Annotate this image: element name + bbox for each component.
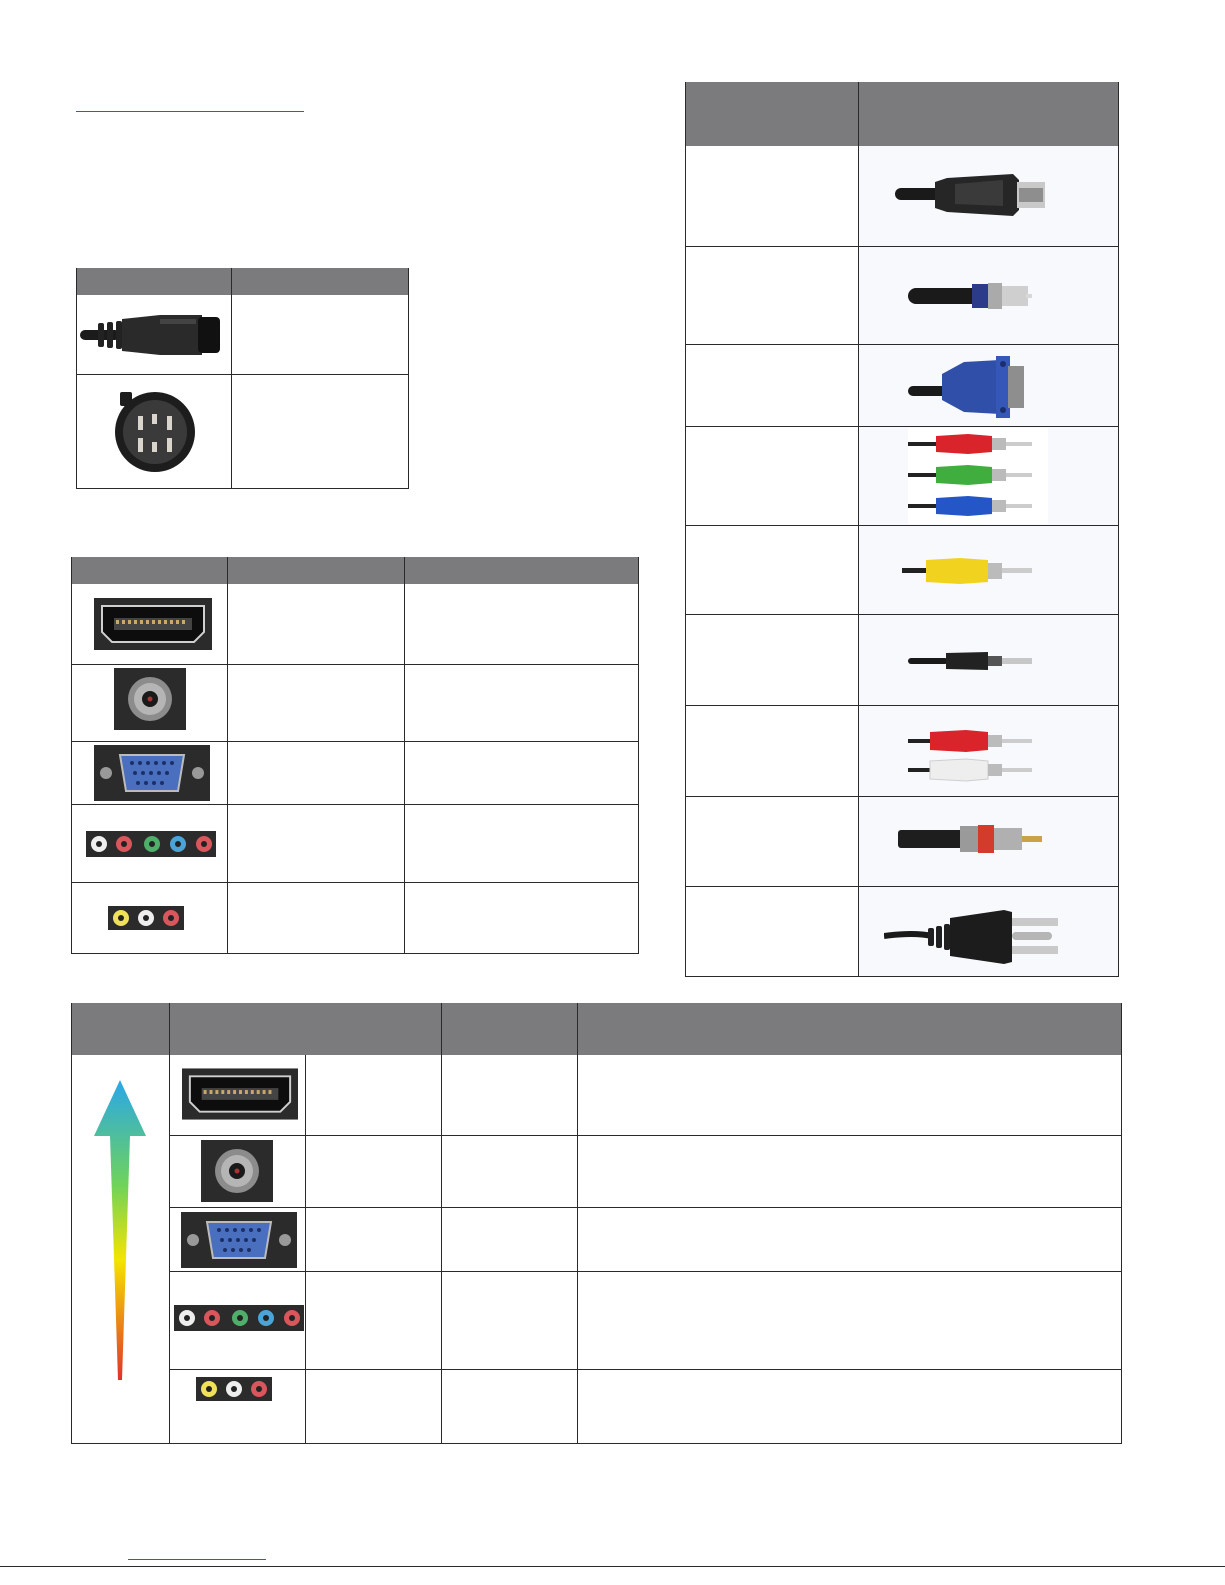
quality-table-header [71,1003,1121,1055]
component-ports-image [86,831,216,857]
composite-video-cable-image [902,552,1036,590]
vga-port-image [181,1212,297,1268]
composite-ports-image [196,1377,272,1401]
ports-table-header [71,557,638,584]
coaxial-port-image [114,668,186,730]
rca-audio-cable-image [908,727,1038,785]
footer-link-underline[interactable] [128,1559,266,1560]
hdmi-port-image [182,1068,298,1120]
component-ports-image [174,1305,304,1331]
power-cable-plug-image [80,305,226,365]
header-link-underline[interactable] [76,111,304,112]
vga-cable-image [908,352,1028,422]
vga-port-image [94,745,210,801]
footer-rule [0,1566,1225,1567]
power-socket-round-image [110,384,200,476]
coaxial-cable-image [908,274,1034,318]
hdmi-port-image [94,598,212,650]
power-cord-image [884,906,1080,968]
hdmi-cable-image [895,160,1055,230]
audio-3-5mm-cable-image [908,648,1036,674]
power-table-header [76,268,408,295]
coaxial-port-image [201,1140,273,1202]
component-cable-image [908,428,1048,524]
composite-ports-image [108,906,184,930]
digital-coaxial-audio-cable-image [898,816,1052,862]
quality-gradient-arrow-icon [92,1080,148,1382]
cable-table-header [685,82,1118,146]
